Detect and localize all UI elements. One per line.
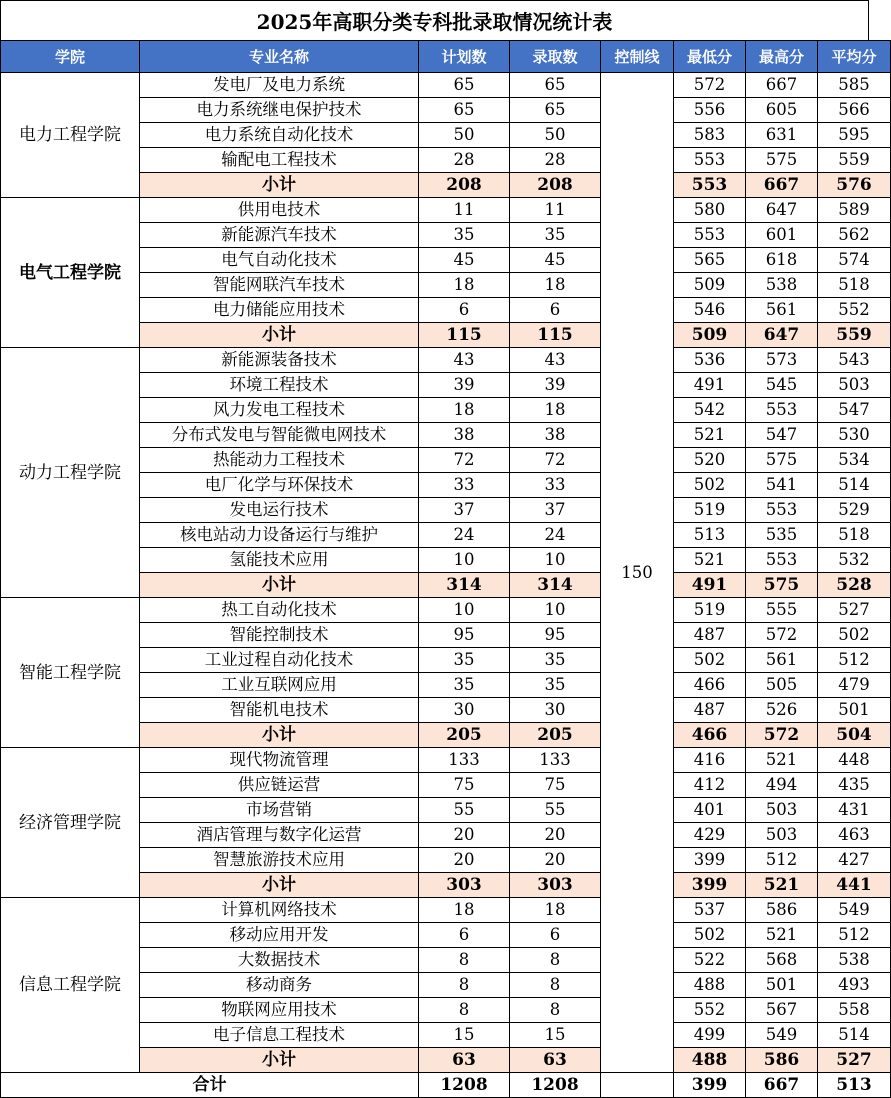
subtotal-max: 575 (746, 573, 818, 598)
major-name: 智慧旅游技术应用 (140, 848, 419, 873)
subtotal-label: 小计 (140, 723, 419, 748)
avg-score: 501 (818, 698, 891, 723)
avg-score: 493 (818, 973, 891, 998)
plan-count: 6 (419, 298, 510, 323)
max-score: 572 (746, 623, 818, 648)
subtotal-label: 小计 (140, 573, 419, 598)
admitted-count: 18 (510, 398, 601, 423)
header-max-score: 最高分 (746, 41, 818, 73)
total-row (1, 1073, 891, 1098)
header-admitted: 录取数 (510, 41, 601, 73)
major-name: 物联网应用技术 (140, 998, 419, 1023)
plan-count: 39 (419, 373, 510, 398)
min-score: 488 (674, 973, 746, 998)
major-name: 工业过程自动化技术 (140, 648, 419, 673)
max-score: 549 (746, 1023, 818, 1048)
college-name: 电力工程学院 (1, 73, 140, 198)
admitted-count: 38 (510, 423, 601, 448)
subtotal-label: 小计 (140, 323, 419, 348)
subtotal-min: 491 (674, 573, 746, 598)
major-name: 新能源汽车技术 (140, 223, 419, 248)
plan-count: 72 (419, 448, 510, 473)
college-name: 信息工程学院 (1, 898, 140, 1073)
max-score: 568 (746, 948, 818, 973)
avg-score: 534 (818, 448, 891, 473)
max-score: 561 (746, 298, 818, 323)
avg-score: 547 (818, 398, 891, 423)
max-score: 575 (746, 448, 818, 473)
header-plan: 计划数 (419, 41, 510, 73)
admitted-count: 11 (510, 198, 601, 223)
max-score: 501 (746, 973, 818, 998)
avg-score: 595 (818, 123, 891, 148)
avg-score: 503 (818, 373, 891, 398)
total-admitted: 1208 (510, 1073, 601, 1098)
total-plan: 1208 (419, 1073, 510, 1098)
admitted-count: 18 (510, 898, 601, 923)
plan-count: 20 (419, 823, 510, 848)
table-row (1, 898, 891, 923)
max-score: 586 (746, 898, 818, 923)
min-score: 502 (674, 648, 746, 673)
total-control-blank (601, 1073, 674, 1098)
min-score: 429 (674, 823, 746, 848)
admitted-count: 55 (510, 798, 601, 823)
min-score: 401 (674, 798, 746, 823)
avg-score: 559 (818, 148, 891, 173)
major-name: 电力系统继电保护技术 (140, 98, 419, 123)
major-name: 供应链运营 (140, 773, 419, 798)
avg-score: 514 (818, 473, 891, 498)
plan-count: 15 (419, 1023, 510, 1048)
table-row (1, 748, 891, 773)
min-score: 536 (674, 348, 746, 373)
plan-count: 6 (419, 923, 510, 948)
subtotal-avg: 441 (818, 873, 891, 898)
admission-table (0, 40, 891, 1098)
admitted-count: 45 (510, 248, 601, 273)
major-name: 计算机网络技术 (140, 898, 419, 923)
max-score: 575 (746, 148, 818, 173)
min-score: 502 (674, 923, 746, 948)
major-name: 电子信息工程技术 (140, 1023, 419, 1048)
admitted-count: 33 (510, 473, 601, 498)
avg-score: 512 (818, 923, 891, 948)
avg-score: 448 (818, 748, 891, 773)
min-score: 399 (674, 848, 746, 873)
avg-score: 552 (818, 298, 891, 323)
table-row (1, 198, 891, 223)
max-score: 553 (746, 498, 818, 523)
subtotal-min: 553 (674, 173, 746, 198)
major-name: 供用电技术 (140, 198, 419, 223)
plan-count: 38 (419, 423, 510, 448)
min-score: 553 (674, 148, 746, 173)
plan-count: 55 (419, 798, 510, 823)
table-row (1, 598, 891, 623)
subtotal-avg: 576 (818, 173, 891, 198)
major-name: 热工自动化技术 (140, 598, 419, 623)
college-name: 经济管理学院 (1, 748, 140, 898)
subtotal-max: 586 (746, 1048, 818, 1073)
subtotal-label: 小计 (140, 1048, 419, 1073)
max-score: 618 (746, 248, 818, 273)
major-name: 移动商务 (140, 973, 419, 998)
admitted-count: 65 (510, 73, 601, 98)
admitted-count: 30 (510, 698, 601, 723)
max-score: 567 (746, 998, 818, 1023)
min-score: 572 (674, 73, 746, 98)
subtotal-admitted: 314 (510, 573, 601, 598)
header-avg-score: 平均分 (818, 41, 891, 73)
table-title: 2025年高职分类专科批录取情况统计表 (0, 0, 869, 40)
max-score: 601 (746, 223, 818, 248)
major-name: 现代物流管理 (140, 748, 419, 773)
avg-score: 502 (818, 623, 891, 648)
major-name: 电厂化学与环保技术 (140, 473, 419, 498)
subtotal-admitted: 303 (510, 873, 601, 898)
plan-count: 28 (419, 148, 510, 173)
min-score: 519 (674, 598, 746, 623)
plan-count: 75 (419, 773, 510, 798)
min-score: 412 (674, 773, 746, 798)
subtotal-avg: 504 (818, 723, 891, 748)
max-score: 547 (746, 423, 818, 448)
min-score: 487 (674, 623, 746, 648)
subtotal-max: 521 (746, 873, 818, 898)
admitted-count: 6 (510, 298, 601, 323)
min-score: 513 (674, 523, 746, 548)
plan-count: 10 (419, 548, 510, 573)
max-score: 503 (746, 798, 818, 823)
major-name: 输配电工程技术 (140, 148, 419, 173)
subtotal-label: 小计 (140, 873, 419, 898)
min-score: 565 (674, 248, 746, 273)
admitted-count: 35 (510, 673, 601, 698)
max-score: 553 (746, 398, 818, 423)
max-score: 667 (746, 73, 818, 98)
major-name: 热能动力工程技术 (140, 448, 419, 473)
major-name: 智能网联汽车技术 (140, 273, 419, 298)
max-score: 505 (746, 673, 818, 698)
header-min-score: 最低分 (674, 41, 746, 73)
plan-count: 11 (419, 198, 510, 223)
admitted-count: 8 (510, 998, 601, 1023)
major-name: 环境工程技术 (140, 373, 419, 398)
min-score: 522 (674, 948, 746, 973)
min-score: 552 (674, 998, 746, 1023)
subtotal-min: 399 (674, 873, 746, 898)
major-name: 酒店管理与数字化运营 (140, 823, 419, 848)
avg-score: 532 (818, 548, 891, 573)
max-score: 512 (746, 848, 818, 873)
max-score: 555 (746, 598, 818, 623)
admitted-count: 72 (510, 448, 601, 473)
admitted-count: 35 (510, 648, 601, 673)
subtotal-admitted: 63 (510, 1048, 601, 1073)
max-score: 494 (746, 773, 818, 798)
subtotal-admitted: 208 (510, 173, 601, 198)
major-name: 分布式发电与智能微电网技术 (140, 423, 419, 448)
admitted-count: 95 (510, 623, 601, 648)
plan-count: 50 (419, 123, 510, 148)
min-score: 580 (674, 198, 746, 223)
subtotal-plan: 208 (419, 173, 510, 198)
total-max: 667 (746, 1073, 818, 1098)
college-name: 动力工程学院 (1, 348, 140, 598)
header-row (1, 41, 891, 73)
avg-score: 529 (818, 498, 891, 523)
min-score: 520 (674, 448, 746, 473)
plan-count: 8 (419, 998, 510, 1023)
min-score: 537 (674, 898, 746, 923)
subtotal-max: 647 (746, 323, 818, 348)
max-score: 503 (746, 823, 818, 848)
subtotal-plan: 314 (419, 573, 510, 598)
admitted-count: 133 (510, 748, 601, 773)
major-name: 移动应用开发 (140, 923, 419, 948)
major-name: 发电厂及电力系统 (140, 73, 419, 98)
admitted-count: 28 (510, 148, 601, 173)
major-name: 电力系统自动化技术 (140, 123, 419, 148)
admitted-count: 24 (510, 523, 601, 548)
table-body (1, 73, 891, 1098)
max-score: 561 (746, 648, 818, 673)
min-score: 502 (674, 473, 746, 498)
control-line-value: 150 (601, 73, 674, 1073)
min-score: 583 (674, 123, 746, 148)
subtotal-admitted: 115 (510, 323, 601, 348)
subtotal-min: 488 (674, 1048, 746, 1073)
max-score: 521 (746, 748, 818, 773)
table-row (1, 73, 891, 98)
admitted-count: 8 (510, 973, 601, 998)
min-score: 416 (674, 748, 746, 773)
subtotal-plan: 63 (419, 1048, 510, 1073)
max-score: 605 (746, 98, 818, 123)
avg-score: 558 (818, 998, 891, 1023)
major-name: 电力储能应用技术 (140, 298, 419, 323)
plan-count: 8 (419, 948, 510, 973)
min-score: 546 (674, 298, 746, 323)
header-control-line: 控制线 (601, 41, 674, 73)
admitted-count: 65 (510, 98, 601, 123)
avg-score: 549 (818, 898, 891, 923)
plan-count: 95 (419, 623, 510, 648)
admitted-count: 20 (510, 848, 601, 873)
total-min: 399 (674, 1073, 746, 1098)
subtotal-label: 小计 (140, 173, 419, 198)
admitted-count: 37 (510, 498, 601, 523)
max-score: 535 (746, 523, 818, 548)
subtotal-min: 466 (674, 723, 746, 748)
plan-count: 35 (419, 223, 510, 248)
avg-score: 530 (818, 423, 891, 448)
admitted-count: 18 (510, 273, 601, 298)
plan-count: 35 (419, 673, 510, 698)
admitted-count: 39 (510, 373, 601, 398)
subtotal-plan: 115 (419, 323, 510, 348)
min-score: 509 (674, 273, 746, 298)
plan-count: 18 (419, 898, 510, 923)
max-score: 538 (746, 273, 818, 298)
avg-score: 543 (818, 348, 891, 373)
min-score: 519 (674, 498, 746, 523)
subtotal-min: 509 (674, 323, 746, 348)
admitted-count: 50 (510, 123, 601, 148)
subtotal-avg: 527 (818, 1048, 891, 1073)
admitted-count: 43 (510, 348, 601, 373)
header-college: 学院 (1, 41, 140, 73)
subtotal-avg: 528 (818, 573, 891, 598)
admitted-count: 10 (510, 548, 601, 573)
major-name: 风力发电工程技术 (140, 398, 419, 423)
subtotal-plan: 303 (419, 873, 510, 898)
subtotal-plan: 205 (419, 723, 510, 748)
plan-count: 37 (419, 498, 510, 523)
major-name: 电气自动化技术 (140, 248, 419, 273)
admitted-count: 15 (510, 1023, 601, 1048)
plan-count: 45 (419, 248, 510, 273)
avg-score: 435 (818, 773, 891, 798)
college-name: 电气工程学院 (1, 198, 140, 348)
major-name: 大数据技术 (140, 948, 419, 973)
plan-count: 18 (419, 398, 510, 423)
plan-count: 35 (419, 648, 510, 673)
admitted-count: 8 (510, 948, 601, 973)
avg-score: 427 (818, 848, 891, 873)
subtotal-max: 667 (746, 173, 818, 198)
major-name: 氢能技术应用 (140, 548, 419, 573)
min-score: 556 (674, 98, 746, 123)
min-score: 487 (674, 698, 746, 723)
max-score: 545 (746, 373, 818, 398)
min-score: 542 (674, 398, 746, 423)
subtotal-avg: 559 (818, 323, 891, 348)
plan-count: 65 (419, 98, 510, 123)
header-major: 专业名称 (140, 41, 419, 73)
major-name: 智能机电技术 (140, 698, 419, 723)
admitted-count: 35 (510, 223, 601, 248)
total-avg: 513 (818, 1073, 891, 1098)
min-score: 521 (674, 423, 746, 448)
plan-count: 43 (419, 348, 510, 373)
avg-score: 527 (818, 598, 891, 623)
max-score: 526 (746, 698, 818, 723)
avg-score: 566 (818, 98, 891, 123)
max-score: 541 (746, 473, 818, 498)
admitted-count: 6 (510, 923, 601, 948)
max-score: 647 (746, 198, 818, 223)
subtotal-admitted: 205 (510, 723, 601, 748)
admitted-count: 20 (510, 823, 601, 848)
plan-count: 33 (419, 473, 510, 498)
major-name: 市场营销 (140, 798, 419, 823)
plan-count: 133 (419, 748, 510, 773)
avg-score: 538 (818, 948, 891, 973)
plan-count: 8 (419, 973, 510, 998)
max-score: 521 (746, 923, 818, 948)
max-score: 573 (746, 348, 818, 373)
plan-count: 20 (419, 848, 510, 873)
plan-count: 30 (419, 698, 510, 723)
min-score: 521 (674, 548, 746, 573)
max-score: 631 (746, 123, 818, 148)
plan-count: 65 (419, 73, 510, 98)
min-score: 499 (674, 1023, 746, 1048)
table-row (1, 348, 891, 373)
avg-score: 514 (818, 1023, 891, 1048)
avg-score: 562 (818, 223, 891, 248)
plan-count: 24 (419, 523, 510, 548)
avg-score: 479 (818, 673, 891, 698)
avg-score: 431 (818, 798, 891, 823)
max-score: 553 (746, 548, 818, 573)
min-score: 491 (674, 373, 746, 398)
major-name: 新能源装备技术 (140, 348, 419, 373)
subtotal-max: 572 (746, 723, 818, 748)
total-label: 合计 (1, 1073, 419, 1098)
plan-count: 18 (419, 273, 510, 298)
major-name: 工业互联网应用 (140, 673, 419, 698)
college-name: 智能工程学院 (1, 598, 140, 748)
avg-score: 518 (818, 523, 891, 548)
major-name: 核电站动力设备运行与维护 (140, 523, 419, 548)
admitted-count: 10 (510, 598, 601, 623)
plan-count: 10 (419, 598, 510, 623)
admitted-count: 75 (510, 773, 601, 798)
avg-score: 574 (818, 248, 891, 273)
min-score: 553 (674, 223, 746, 248)
major-name: 智能控制技术 (140, 623, 419, 648)
avg-score: 518 (818, 273, 891, 298)
avg-score: 512 (818, 648, 891, 673)
avg-score: 463 (818, 823, 891, 848)
avg-score: 589 (818, 198, 891, 223)
avg-score: 585 (818, 73, 891, 98)
min-score: 466 (674, 673, 746, 698)
major-name: 发电运行技术 (140, 498, 419, 523)
